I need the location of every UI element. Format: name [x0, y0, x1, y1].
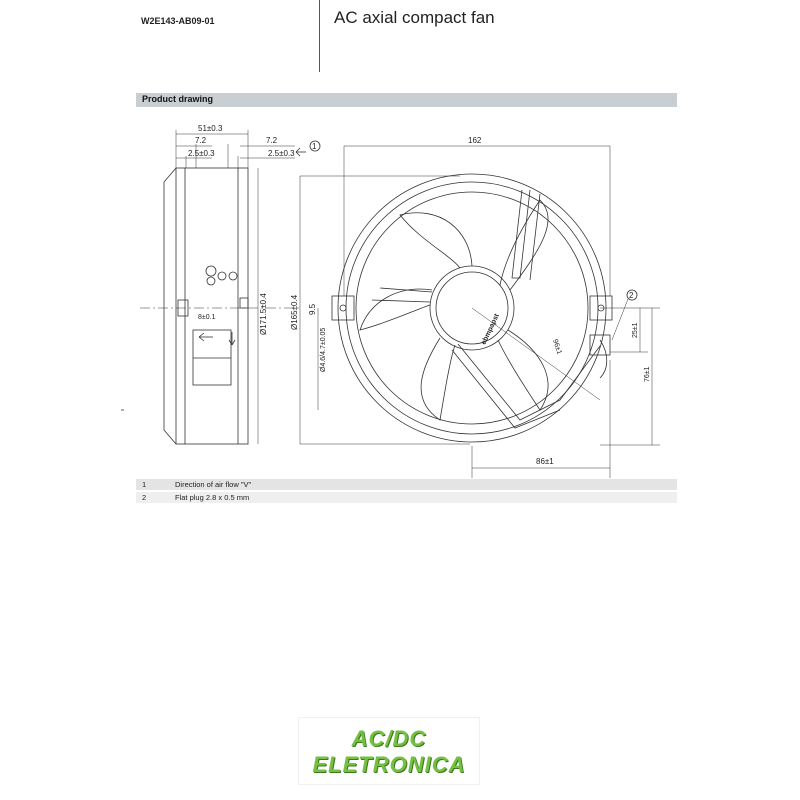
model-number: W2E143-AB09-01	[141, 16, 215, 26]
legend-text: Direction of air flow "V"	[175, 480, 252, 489]
dim-plug: 8±0.1	[198, 314, 216, 321]
dim-mount-height: 76±1	[644, 366, 651, 382]
dim-right-gap: 2.5±0.3	[268, 149, 295, 158]
dim-right-offset: 7.2	[266, 136, 278, 145]
callout-2-label: 2	[629, 291, 634, 300]
dim-left-offset: 7.2	[195, 136, 207, 145]
brand-logo	[298, 717, 480, 785]
legend-num: 1	[142, 480, 147, 489]
legend-row	[136, 492, 677, 503]
logo-line-2: ELETRONICA	[312, 752, 466, 777]
dim-depth: 51±0.3	[198, 124, 223, 133]
logo-line-1: AC/DC	[351, 726, 427, 751]
dim-mount-width: 86±1	[536, 457, 554, 466]
legend-text: Flat plug 2.8 x 0.5 mm	[175, 493, 250, 502]
section-title: Product drawing	[142, 94, 214, 104]
dim-bracket-height: 25±1	[632, 322, 639, 338]
legend-row	[136, 479, 677, 490]
dim-left-gap: 2.5±0.3	[188, 149, 215, 158]
legend-num: 2	[142, 493, 147, 502]
dim-hole-diameter: Ø4.6/4.7±0.05	[320, 327, 327, 372]
dim-inner-diameter: Ø165±0.4	[290, 294, 299, 330]
callout-1-label: 1	[312, 142, 317, 151]
side-view	[164, 168, 248, 444]
dim-width: 162	[468, 136, 482, 145]
dim-hole-offset: 9.5	[308, 303, 317, 315]
dim-outer-diameter: Ø171.5±0.4	[259, 293, 268, 335]
dim-radius: 96±1	[551, 338, 563, 356]
fan-label: ebmpapst	[480, 312, 501, 346]
page-title: AC axial compact fan	[334, 8, 495, 27]
